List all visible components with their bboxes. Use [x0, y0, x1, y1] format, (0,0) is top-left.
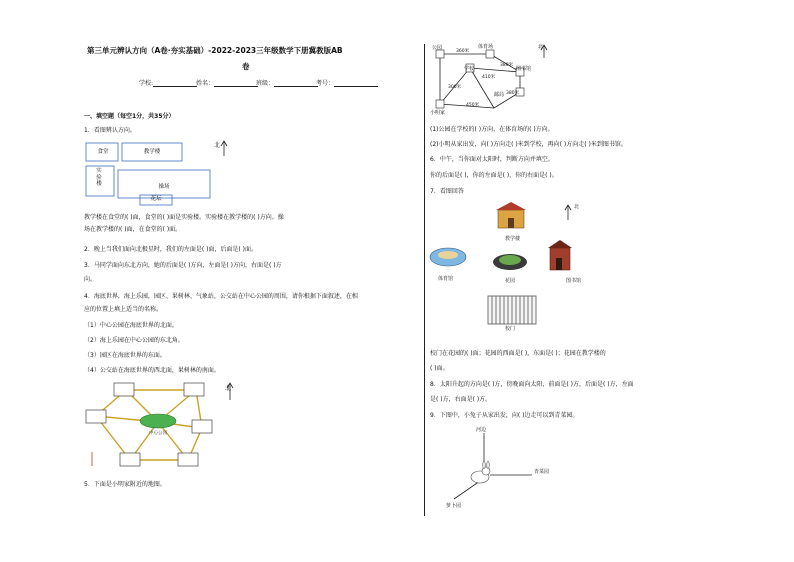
center-park-shape [140, 414, 176, 428]
school-gate-icon [488, 296, 536, 324]
q3-line2: 向。 [84, 276, 97, 283]
distance-library-post: 380米 [506, 91, 520, 96]
blank-box-5 [120, 453, 140, 466]
class-label: 班级： [256, 80, 275, 87]
garden-name-label: 花园 [505, 278, 516, 284]
gym-label: 体育场 [478, 44, 494, 50]
name-field[interactable] [196, 80, 258, 87]
q1-line2: 场在教学楼的( )面，在食堂的( )面。 [84, 226, 182, 233]
vegetable-garden-label: 青菜园 [534, 469, 550, 475]
north-label: 北 [214, 142, 221, 149]
distance-post-home: 450米 [466, 103, 480, 108]
q8-line1: 8．太阳升起的方向是( )方，傍晚面向太阳，前面是( )方，后面是( )方，左面 [430, 381, 634, 388]
blank-box-2 [184, 383, 204, 396]
post-label: 邮局 [494, 92, 505, 98]
playground-label: 操场 [158, 184, 170, 190]
park-label: 公园 [432, 45, 443, 51]
center-park-label: 中心公园 [149, 431, 167, 436]
library-label: 图书馆 [516, 66, 532, 72]
school-label: 学校 [464, 66, 475, 72]
q3-line1: 3．马同学面向东北方向，她的后面是( )方向，左面是( )方向，右面是( )方 [84, 262, 282, 269]
q6-line2: 你的后面是( )，你的左面是( )，你的右面是( )。 [430, 172, 558, 179]
q4-item2: （2）海上乐园在中心公园的东北角。 [84, 337, 184, 344]
river-label: 河边 [476, 427, 487, 433]
q4-north-label: 北 [225, 385, 232, 392]
q4-item1: （1）中心公园在海底世界的北面。 [84, 322, 178, 329]
carrot-garden-label: 萝卜园 [446, 503, 462, 509]
school-field[interactable] [139, 80, 197, 87]
gym-building-label: 体育馆 [438, 276, 454, 282]
library-building-label: 图书馆 [566, 278, 582, 284]
canteen-label: 食堂 [97, 149, 109, 155]
gate-label: 校门 [505, 326, 516, 332]
exam-no-label: 考号： [316, 80, 335, 87]
q1-stem: 1．看图辨认方向。 [84, 127, 136, 134]
class-field[interactable] [256, 80, 318, 87]
teaching-building-label: 教学楼 [143, 149, 161, 155]
blank-box-1 [114, 383, 134, 396]
section-heading: 一、填空题（每空1分，共35分） [84, 113, 175, 120]
blank-box-3 [86, 410, 106, 423]
q8-line2: 是( )方，右面是( )方。 [430, 396, 492, 403]
q7-north-label: 北 [574, 204, 580, 210]
q1-line1: 教学楼在食堂的( )面，食堂的( )面是实验楼。实验楼在教学楼的( )方向。操 [84, 214, 284, 221]
distance-park-gym: 360米 [456, 49, 470, 54]
distance-home-school: 300米 [448, 85, 462, 90]
q6-line1: 6．中午，当你面对太阳时，判断方向并填空。 [430, 156, 554, 163]
name-label: 姓名： [196, 80, 215, 87]
q7-campus-picture [428, 200, 568, 340]
blank-box-4 [192, 420, 212, 433]
q4-line1: 4．海底世界，海上乐园，园区、果树林、气象站，公交站在中心公园的周围，请你根据下面叙述，在相 [84, 293, 358, 300]
q5-item1: (1)公园在学校的( )方向，在体育场的( )方向。 [430, 126, 554, 133]
school-label: 学校: [139, 80, 154, 87]
teaching-building-icon [496, 202, 526, 228]
q4-item4: （4）公交站在海底世界的西北面，果树林的南面。 [84, 367, 220, 374]
q4-line2: 应的位置上填上适当的名称。 [84, 306, 163, 313]
distance-school-library: 410米 [482, 75, 496, 80]
q5-item2: (2)小明从家出发，向( )方向走( )米到学校，再向( )方向走( )米到图书馆。 [430, 141, 627, 148]
gym-node [486, 50, 494, 58]
page-title: 第三单元辨认方向（A卷·夯实基础）-2022-2023三年级数学下册冀教版AB [87, 46, 343, 55]
lab-building-label: 实验楼 [96, 168, 102, 187]
garden-icon [493, 254, 527, 270]
q7-line2: ( )面。 [430, 365, 449, 372]
q4-item3: （3）园区在海底世界的东面。 [84, 352, 166, 359]
rabbit-icon [471, 462, 490, 484]
q7-stem: 7．看图回答 [430, 188, 464, 195]
q4-park-diagram [84, 380, 244, 470]
teaching-building-label: 教学楼 [505, 236, 521, 242]
q5-north-label: 北 [538, 44, 544, 50]
distance-gym-library: 380米 [500, 63, 514, 68]
q5-stem: 5．下面是小明家附近的地图。 [84, 481, 166, 488]
q9-stem: 9．下图中，小兔子从家出发，向( )边走可以到青菜园。 [430, 412, 579, 419]
q5-neighborhood-map [430, 44, 560, 118]
q7-line1: 校门在花园的( )面；花园的西面是( )，东面是( )；花园在教学楼的 [430, 350, 606, 357]
home-label: 小明家 [430, 110, 446, 116]
garden-label: 花坛 [150, 196, 162, 202]
q2-text: 2．晚上当我们面向北极星时，我们的左面是( )面，后面是( )面。 [84, 246, 257, 253]
blank-box-6 [178, 453, 198, 466]
home-node [436, 100, 444, 108]
gym-icon [430, 248, 466, 266]
library-icon [548, 240, 572, 270]
exam-no-field[interactable] [316, 80, 378, 87]
column-divider [424, 44, 425, 516]
page-title-continued: 卷 [242, 62, 250, 71]
